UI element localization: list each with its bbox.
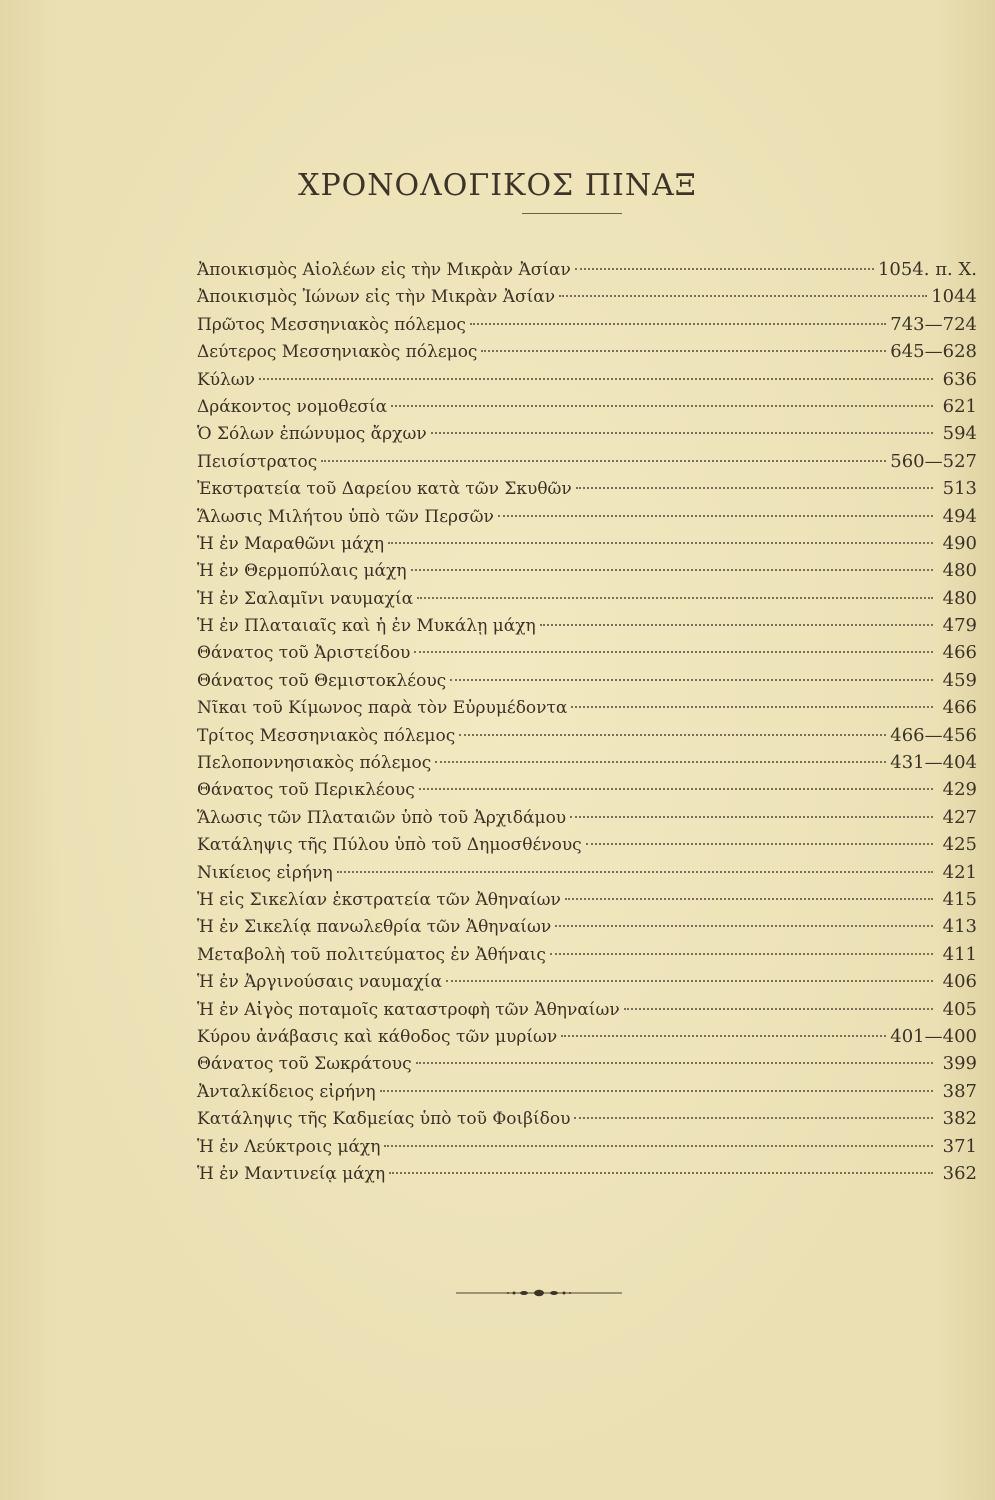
dot-leader bbox=[435, 761, 886, 763]
event-date: 421 bbox=[942, 861, 977, 883]
chronology-row bbox=[197, 420, 977, 447]
event-name: Κατάληψις τῆς Πύλου ὑπὸ τοῦ Δημοσθένους bbox=[197, 835, 582, 856]
event-date: 1044 bbox=[931, 286, 977, 308]
chronology-row bbox=[197, 886, 977, 913]
event-date: 429 bbox=[942, 779, 977, 801]
event-name: Πελοποννησιακὸς πόλεμος bbox=[197, 753, 432, 774]
dot-leader bbox=[574, 1117, 933, 1119]
event-name: Πεισίστρατος bbox=[197, 451, 318, 472]
chronology-row bbox=[197, 1160, 977, 1187]
event-date: 399 bbox=[942, 1053, 977, 1075]
event-name: Τρίτος Μεσσηνιακὸς πόλεμος bbox=[197, 725, 456, 746]
end-ornament bbox=[456, 1288, 622, 1298]
event-date: 621 bbox=[942, 395, 977, 417]
event-name: Ἡ ἐν Μαντινείᾳ μάχη bbox=[197, 1163, 386, 1184]
event-name: Ἅλωσις Μιλήτου ὑπὸ τῶν Περσῶν bbox=[197, 506, 494, 527]
dot-leader bbox=[571, 706, 933, 708]
event-date: 466 bbox=[942, 697, 977, 719]
dot-leader bbox=[321, 460, 886, 462]
chronology-row bbox=[197, 557, 977, 584]
event-date: 594 bbox=[942, 423, 977, 445]
chronology-row bbox=[197, 1105, 977, 1132]
dot-leader bbox=[417, 597, 933, 599]
dot-leader bbox=[411, 569, 933, 571]
event-date: 479 bbox=[942, 615, 977, 637]
dot-leader bbox=[540, 624, 933, 626]
dot-leader bbox=[575, 268, 874, 270]
chronology-row bbox=[197, 694, 977, 721]
event-date: 645—628 bbox=[890, 341, 977, 363]
dot-leader bbox=[481, 350, 886, 352]
event-name: Ἡ ἐν Ἀργινούσαις ναυμαχία bbox=[197, 972, 442, 993]
event-name: Ἡ ἐν Σικελίᾳ πανωλεθρία τῶν Ἀθηναίων bbox=[197, 917, 552, 938]
dot-leader bbox=[576, 487, 933, 489]
event-name: Δεύτερος Μεσσηνιακὸς πόλεμος bbox=[197, 342, 478, 363]
page-title: ΧΡΟΝΟΛΟΓΙΚΟΣ ΠΙΝΑΞ bbox=[298, 168, 697, 204]
dot-leader bbox=[337, 871, 933, 873]
chronology-row bbox=[197, 913, 977, 940]
chronology-row bbox=[197, 256, 977, 283]
event-name: Ἡ ἐν Αἰγὸς ποταμοῖς καταστροφὴ τῶν Ἀθηναίων bbox=[197, 999, 620, 1020]
chronology-row bbox=[197, 749, 977, 776]
chronology-row bbox=[197, 283, 977, 310]
event-name: Νῖκαι τοῦ Κίμωνος παρὰ τὸν Εὐρυμέδοντα bbox=[197, 698, 568, 719]
event-date: 560—527 bbox=[890, 450, 977, 472]
chronology-table bbox=[197, 256, 977, 1187]
event-name: Δράκοντος νομοθεσία bbox=[197, 396, 388, 417]
chronology-row bbox=[197, 968, 977, 995]
event-name: Θάνατος τοῦ Θεμιστοκλέους bbox=[197, 670, 447, 691]
dot-leader bbox=[431, 432, 933, 434]
dot-leader bbox=[259, 378, 933, 380]
chronology-row bbox=[197, 996, 977, 1023]
event-name: Θάνατος τοῦ Σωκράτους bbox=[197, 1054, 412, 1075]
chronology-row bbox=[197, 366, 977, 393]
chronology-row bbox=[197, 804, 977, 831]
event-name: Ἡ εἰς Σικελίαν ἐκστρατεία τῶν Ἀθηναίων bbox=[197, 889, 561, 910]
event-name: Ἀνταλκίδειος εἰρήνη bbox=[197, 1081, 376, 1102]
chronology-row bbox=[197, 338, 977, 365]
dot-leader bbox=[470, 323, 886, 325]
dot-leader bbox=[388, 542, 933, 544]
chronology-row bbox=[197, 941, 977, 968]
dot-leader bbox=[586, 843, 933, 845]
dot-leader bbox=[391, 405, 933, 407]
event-date: 427 bbox=[942, 806, 977, 828]
dot-leader bbox=[416, 1062, 933, 1064]
dot-leader bbox=[559, 295, 927, 297]
event-name: Θάνατος τοῦ Περικλέους bbox=[197, 780, 415, 801]
event-date: 494 bbox=[942, 505, 977, 527]
event-name: Νικίειος εἰρήνη bbox=[197, 862, 333, 883]
event-name: Ἐκστρατεία τοῦ Δαρείου κατὰ τῶν Σκυθῶν bbox=[197, 479, 572, 500]
chronology-row bbox=[197, 859, 977, 886]
chronology-row bbox=[197, 612, 977, 639]
chronology-row bbox=[197, 776, 977, 803]
event-date: 466 bbox=[942, 642, 977, 664]
event-date: 480 bbox=[942, 560, 977, 582]
chronology-row bbox=[197, 667, 977, 694]
event-name: Κύρου ἀνάβασις καὶ κάθοδος τῶν μυρίων bbox=[197, 1026, 558, 1047]
event-name: Ἡ ἐν Θερμοπύλαις μάχη bbox=[197, 561, 407, 582]
event-name: Ἀποικισμὸς Αἰολέων εἰς τὴν Μικρὰν Ἀσίαν bbox=[197, 260, 571, 280]
dot-leader bbox=[565, 898, 933, 900]
event-date: 743—724 bbox=[890, 313, 977, 335]
dot-leader bbox=[561, 1035, 886, 1037]
event-date: 371 bbox=[942, 1135, 977, 1157]
event-date: 405 bbox=[942, 998, 977, 1020]
event-date: 431—404 bbox=[890, 752, 977, 774]
event-date: 413 bbox=[942, 916, 977, 938]
chronology-row bbox=[197, 1133, 977, 1160]
event-name: Κατάληψις τῆς Καδμείας ὑπὸ τοῦ Φοιβίδου bbox=[197, 1109, 571, 1130]
event-date: 411 bbox=[942, 943, 977, 965]
event-date: 406 bbox=[942, 971, 977, 993]
dot-leader bbox=[498, 515, 933, 517]
chronology-row bbox=[197, 530, 977, 557]
event-name: Πρῶτος Μεσσηνιακὸς πόλεμος bbox=[197, 314, 466, 335]
event-date: 1054. π. Χ. bbox=[877, 259, 977, 280]
event-date: 425 bbox=[942, 834, 977, 856]
chronology-row bbox=[197, 311, 977, 338]
event-name: Ἡ ἐν Μαραθῶνι μάχη bbox=[197, 533, 385, 554]
dot-leader bbox=[446, 980, 933, 982]
dot-leader bbox=[419, 788, 933, 790]
event-name: Ἡ ἐν Πλαταιαῖς καὶ ἡ ἐν Μυκάλῃ μάχη bbox=[197, 616, 536, 637]
event-name: Κύλων bbox=[197, 369, 256, 390]
event-name: Μεταβολὴ τοῦ πολιτεύματος ἐν Ἀθήναις bbox=[197, 944, 546, 965]
chronology-row bbox=[197, 585, 977, 612]
chronology-row bbox=[197, 1078, 977, 1105]
dot-leader bbox=[555, 925, 933, 927]
event-date: 415 bbox=[942, 888, 977, 910]
dot-leader bbox=[380, 1090, 933, 1092]
event-date: 459 bbox=[942, 669, 977, 691]
chronology-row bbox=[197, 831, 977, 858]
event-name: Ἡ ἐν Σαλαμῖνι ναυμαχία bbox=[197, 588, 414, 609]
event-date: 490 bbox=[942, 532, 977, 554]
dot-leader bbox=[459, 734, 886, 736]
event-name: Ὁ Σόλων ἐπώνυμος ἄρχων bbox=[197, 424, 427, 445]
event-name: Ἅλωσις τῶν Πλαταιῶν ὑπὸ τοῦ Ἀρχιδάμου bbox=[197, 807, 567, 828]
chronology-row bbox=[197, 393, 977, 420]
dot-leader bbox=[550, 953, 933, 955]
event-date: 362 bbox=[942, 1162, 977, 1184]
event-date: 387 bbox=[942, 1080, 977, 1102]
dot-leader bbox=[450, 679, 933, 681]
chronology-row bbox=[197, 503, 977, 530]
chronology-row bbox=[197, 448, 977, 475]
chronology-row bbox=[197, 475, 977, 502]
event-name: Ἡ ἐν Λεύκτροις μάχη bbox=[197, 1136, 381, 1157]
chronology-row bbox=[197, 1023, 977, 1050]
dot-leader bbox=[389, 1172, 933, 1174]
event-date: 636 bbox=[942, 368, 977, 390]
dot-leader bbox=[570, 816, 933, 818]
event-name: Ἀποικισμὸς Ἰώνων εἰς τὴν Μικρὰν Ἀσίαν bbox=[197, 287, 556, 308]
chronology-row bbox=[197, 1050, 977, 1077]
dot-leader bbox=[414, 651, 933, 653]
event-date: 480 bbox=[942, 587, 977, 609]
dot-leader bbox=[384, 1145, 933, 1147]
event-name: Θάνατος τοῦ Ἀριστείδου bbox=[197, 643, 411, 664]
chronology-row bbox=[197, 639, 977, 666]
chronology-row bbox=[197, 722, 977, 749]
dot-leader bbox=[624, 1008, 933, 1010]
event-date: 382 bbox=[942, 1108, 977, 1130]
title-rule bbox=[522, 213, 622, 214]
event-date: 513 bbox=[942, 478, 977, 500]
event-date: 466—456 bbox=[890, 724, 977, 746]
event-date: 401—400 bbox=[890, 1025, 977, 1047]
